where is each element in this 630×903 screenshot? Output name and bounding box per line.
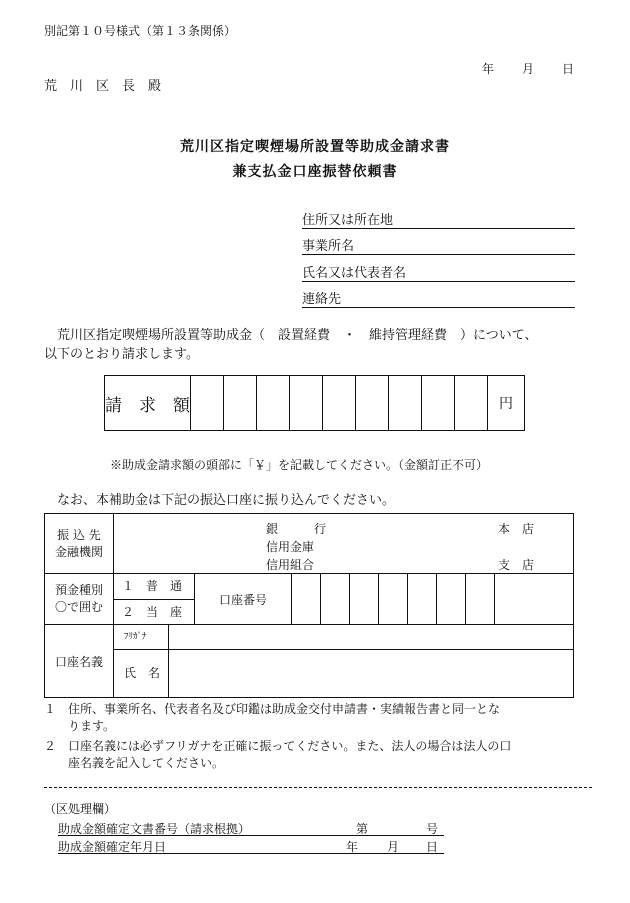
amount-label: 請 求 額 [105, 376, 191, 431]
holder-label: 口座名義 [45, 625, 114, 698]
amount-digit[interactable] [422, 376, 455, 431]
office-use-label: （区処理欄） [44, 802, 117, 816]
deposit-type-ordinary[interactable]: １ 普 通 [114, 574, 194, 600]
contact-field[interactable] [302, 288, 575, 308]
addressee: 荒 川 区 長 殿 [44, 79, 162, 94]
holder-name-label: 氏 名 [114, 650, 169, 697]
account-number-rest [495, 574, 573, 624]
account-number-field[interactable] [292, 574, 574, 625]
account-digit[interactable] [321, 574, 350, 624]
amount-digit[interactable] [224, 376, 257, 431]
request-text-line1: 荒川区指定喫煙場所設置等助成金（ 設置経費 ・ 維持管理経費 ）について、 [44, 328, 538, 343]
account-digit[interactable] [466, 574, 495, 624]
holder-field [114, 625, 574, 698]
holder-name-input[interactable] [169, 650, 573, 697]
bank-table [44, 513, 574, 698]
amount-digit[interactable] [191, 376, 224, 431]
name-field[interactable] [302, 262, 575, 282]
date-year: 年 [482, 62, 495, 76]
account-digit[interactable] [379, 574, 408, 624]
request-text-line2: 以下のとおり請求します。 [44, 347, 199, 362]
amount-note: ※助成金請求額の頭部に「￥」を記載してください。（金額訂正不可） [110, 458, 489, 472]
amount-digit[interactable] [257, 376, 290, 431]
deposit-type-options[interactable] [114, 574, 195, 625]
note-1-cont: ります。 [44, 719, 116, 733]
decision-date-label: 助成金額確定年月日 [58, 840, 167, 854]
decision-doc-go: 号 [426, 822, 439, 836]
date-day: 日 [562, 62, 575, 76]
main-branch-option: 本 店 [498, 522, 535, 536]
form-subtitle: 兼支払金口座振替依頼書 [232, 164, 398, 180]
deposit-type-current[interactable]: ２ 当 座 [122, 605, 183, 619]
transfer-note: なお、本補助金は下記の振込口座に振り込んでください。 [44, 493, 396, 508]
date-month: 月 [522, 62, 535, 76]
amount-box [104, 375, 525, 431]
account-digit[interactable] [408, 574, 437, 624]
name-label: 氏名又は代表者名 [302, 266, 407, 281]
deposit-type-label: 預金種別 〇で囲む [45, 574, 114, 625]
note-2: ２ 口座名義には必ずフリガナを正確に振ってください。また、法人の場合は法人の口 [44, 739, 512, 753]
amount-unit: 円 [488, 376, 525, 431]
decision-doc-dai: 第 [356, 822, 369, 836]
shinkin-option: 信用金庫 [266, 540, 315, 554]
decision-doc-label: 助成金額確定文書番号（請求根拠） [58, 822, 251, 836]
form-title: 荒川区指定喫煙場所設置等助成金請求書 [180, 139, 450, 155]
account-digit[interactable] [350, 574, 379, 624]
decision-doc-row [58, 820, 444, 836]
account-number-label: 口座番号 [195, 574, 292, 625]
decision-date-day: 日 [426, 840, 439, 854]
institution-field[interactable] [114, 514, 574, 574]
office-field[interactable] [302, 235, 575, 255]
decision-date-month: 月 [387, 840, 400, 854]
amount-digit[interactable] [323, 376, 356, 431]
contact-label: 連絡先 [302, 292, 342, 307]
amount-digit[interactable] [290, 376, 323, 431]
kumiai-option: 信用組合 [266, 558, 315, 572]
furigana-input[interactable] [169, 625, 573, 649]
amount-digit[interactable] [389, 376, 422, 431]
bank-option: 銀 行 [266, 522, 327, 536]
decision-date-year: 年 [346, 840, 359, 854]
amount-digit[interactable] [356, 376, 389, 431]
office-label: 事業所名 [302, 239, 355, 254]
institution-label: 振 込 先 金融機関 [45, 514, 114, 574]
address-label: 住所又は所在地 [302, 213, 394, 228]
address-field[interactable] [302, 209, 575, 229]
account-digit[interactable] [292, 574, 321, 624]
decision-date-row [58, 838, 444, 854]
note-2-cont: 座名義を記入してください。 [44, 756, 225, 770]
account-digit[interactable] [437, 574, 466, 624]
branch-option: 支 店 [498, 558, 535, 572]
form-number: 別記第１０号様式（第１３条関係） [44, 24, 237, 38]
cut-line [44, 787, 592, 788]
note-1: １ 住所、事業所名、代表者名及び印鑑は助成金交付申請書・実績報告書と同一とな [44, 702, 501, 716]
amount-digit[interactable] [455, 376, 488, 431]
furigana-label: ﾌﾘｶﾞﾅ [114, 625, 169, 649]
